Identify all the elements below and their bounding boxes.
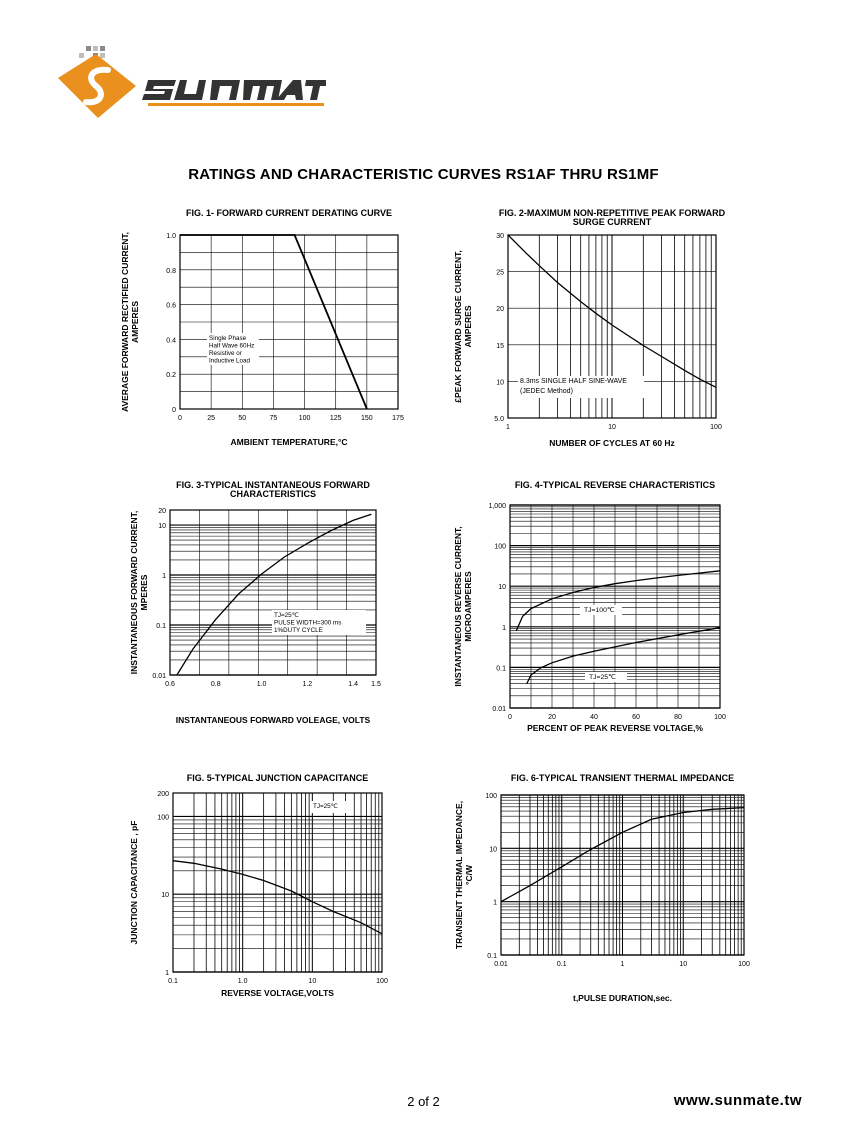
chart-title: FIG. 1- FORWARD CURRENT DERATING CURVE — [185, 208, 393, 218]
x-axis-label: REVERSE VOLTAGE,VOLTS — [221, 988, 334, 998]
y-axis-label: JUNCTION CAPACITANCE , pF — [129, 820, 139, 945]
y-tick-label: 25 — [496, 269, 504, 277]
x-tick-label: 1 — [620, 961, 625, 968]
chart-fig2 — [453, 208, 726, 448]
x-tick-label: 1.2 — [302, 681, 313, 688]
y-axis-label: INSTANTANEOUS FORWARD CURRENT,MPERES — [129, 510, 149, 675]
series-label: TJ=100℃ — [584, 607, 615, 614]
y-tick-label: 10 — [158, 523, 166, 531]
annotation-text: 1%DUTY CYCLE — [274, 627, 323, 634]
chart-title: FIG. 3-TYPICAL INSTANTANEOUS FORWARD CHARACTERISTICS — [176, 480, 370, 499]
y-tick-label: 1 — [162, 573, 166, 581]
series-line-1 — [516, 571, 720, 631]
x-tick-label: 25 — [207, 415, 216, 422]
y-tick-label: 5.0 — [494, 416, 504, 423]
x-tick-label: 20 — [548, 714, 556, 721]
page-title: RATINGS AND CHARACTERISTIC CURVES RS1AF THRU RS1MF — [188, 166, 659, 183]
y-tick-label: 0.1 — [487, 953, 497, 960]
x-tick-label: 0.1 — [556, 961, 567, 968]
annotation-text: TJ=25℃ — [274, 612, 299, 619]
chart-grid — [170, 510, 376, 675]
y-tick-label: 0.8 — [166, 267, 176, 275]
y-tick-label: 10 — [161, 892, 169, 900]
x-tick-label: 0.01 — [494, 961, 508, 968]
y-tick-label: 1.0 — [166, 233, 176, 240]
annotation-text: Single Phase — [209, 335, 247, 342]
x-tick-label: 100 — [738, 961, 750, 968]
y-tick-label: 100 — [485, 793, 497, 800]
y-tick-label: 10 — [498, 584, 506, 592]
y-tick-label: 15 — [496, 342, 504, 350]
y-axis-label: TRANSIENT THERMAL IMPEDANCE,°C/W — [454, 800, 474, 950]
x-tick-label: 0 — [508, 714, 512, 721]
chart-grid — [501, 795, 744, 955]
x-tick-label: 150 — [361, 415, 373, 422]
y-tick-label: 0.1 — [496, 665, 506, 673]
y-tick-label: 100 — [157, 814, 169, 822]
chart-fig1 — [120, 208, 404, 447]
x-axis-label: PERCENT OF PEAK REVERSE VOLTAGE,% — [527, 723, 703, 733]
website-link[interactable]: www.sunmate.tw — [673, 1092, 802, 1109]
y-tick-label: 0.4 — [166, 337, 176, 345]
y-tick-label: 0.2 — [166, 372, 176, 380]
x-tick-label: 1.5 — [371, 681, 381, 688]
chart-title: FIG. 5-TYPICAL JUNCTION CAPACITANCE — [186, 773, 369, 783]
x-tick-label: 125 — [329, 415, 342, 422]
x-tick-label: 0 — [178, 415, 182, 422]
y-tick-label: 10 — [496, 379, 504, 387]
x-axis-label: NUMBER OF CYCLES AT 60 Hz — [549, 438, 675, 448]
x-axis-label: t,PULSE DURATION,sec. — [572, 993, 673, 1003]
chart-grid — [173, 793, 382, 972]
x-tick-label: 175 — [392, 415, 404, 422]
chart-title: FIG. 2-MAXIMUM NON-REPETITIVE PEAK FORWARD SURGE CURRENT — [498, 208, 726, 227]
annotation-text: (JEDEC Method) — [520, 388, 573, 395]
annotation-text: 8.3ms SINGLE HALF SINE-WAVE — [520, 378, 627, 385]
annotation-text: TJ=25℃ — [313, 803, 338, 810]
x-tick-label: 50 — [238, 415, 247, 422]
chart-title: FIG. 6-TYPICAL TRANSIENT THERMAL IMPEDANCE — [510, 773, 735, 783]
y-tick-label: 1 — [502, 624, 506, 632]
y-axis-label: INSTANTANEOUS REVERSE CURRENT,MICROAMPERES — [453, 526, 473, 687]
y-tick-label: 1 — [493, 899, 497, 907]
x-axis-label: AMBIENT TEMPERATURE,°C — [230, 437, 348, 447]
y-tick-label: 20 — [158, 508, 166, 515]
y-tick-label: 0.1 — [156, 623, 166, 631]
chart-fig6 — [454, 773, 750, 1003]
y-tick-label: 200 — [157, 791, 169, 798]
annotation-text: PULSE WIDTH=300 ms — [274, 619, 342, 627]
y-axis-label: £PEAK FORWARD SURGE CURRENT,AMPERES — [453, 250, 473, 403]
x-tick-label: 100 — [376, 978, 388, 985]
y-tick-label: 20 — [496, 306, 504, 314]
x-tick-label: 40 — [590, 714, 598, 721]
annotation-text: Half Wave 60Hz — [209, 342, 255, 350]
x-tick-label: 10 — [308, 978, 317, 985]
y-tick-label: 0.01 — [152, 673, 166, 680]
y-tick-label: 0.01 — [492, 706, 506, 713]
y-tick-label: 1 — [165, 970, 169, 977]
x-tick-label: 10 — [679, 961, 688, 968]
page-number: 2 of 2 — [407, 1094, 440, 1109]
annotation-text: Resistive or — [209, 350, 242, 357]
annotation-text: Inductive Load — [209, 357, 250, 365]
y-tick-label: 100 — [494, 543, 506, 551]
y-axis-label: AVERAGE FORWARD RECTIFIED CURRENT,AMPERES — [120, 231, 140, 413]
x-tick-label: 1.4 — [348, 681, 358, 688]
x-axis-label: INSTANTANEOUS FORWARD VOLEAGE, VOLTS — [175, 715, 371, 725]
x-tick-label: 10 — [608, 424, 616, 431]
chart-grid — [180, 235, 398, 409]
chart-fig3 — [129, 480, 381, 725]
chart-fig4 — [453, 480, 726, 733]
chart-frame — [170, 510, 376, 675]
y-tick-label: 1,000 — [488, 503, 506, 510]
chart-title: FIG. 4-TYPICAL REVERSE CHARACTERISTICS — [514, 480, 716, 490]
x-tick-label: 100 — [714, 714, 726, 721]
y-tick-label: 30 — [496, 233, 504, 240]
x-tick-label: 1 — [506, 424, 510, 431]
y-tick-label: 0.6 — [166, 302, 176, 310]
x-tick-label: 1.0 — [256, 681, 267, 688]
x-tick-label: 100 — [710, 424, 722, 431]
y-tick-label: 10 — [489, 846, 497, 854]
x-tick-label: 80 — [674, 714, 682, 721]
x-tick-label: 0.6 — [165, 681, 175, 688]
x-tick-label: 0.1 — [168, 978, 178, 985]
series-label: TJ=25℃ — [589, 674, 616, 681]
series-line-1 — [173, 861, 382, 934]
chart-fig5 — [129, 773, 388, 998]
x-tick-label: 60 — [632, 714, 640, 721]
y-tick-label: 0 — [172, 407, 176, 414]
x-tick-label: 100 — [298, 415, 311, 422]
x-tick-label: 0.8 — [210, 681, 221, 688]
x-tick-label: 1.0 — [237, 978, 248, 985]
x-tick-label: 75 — [269, 415, 278, 422]
